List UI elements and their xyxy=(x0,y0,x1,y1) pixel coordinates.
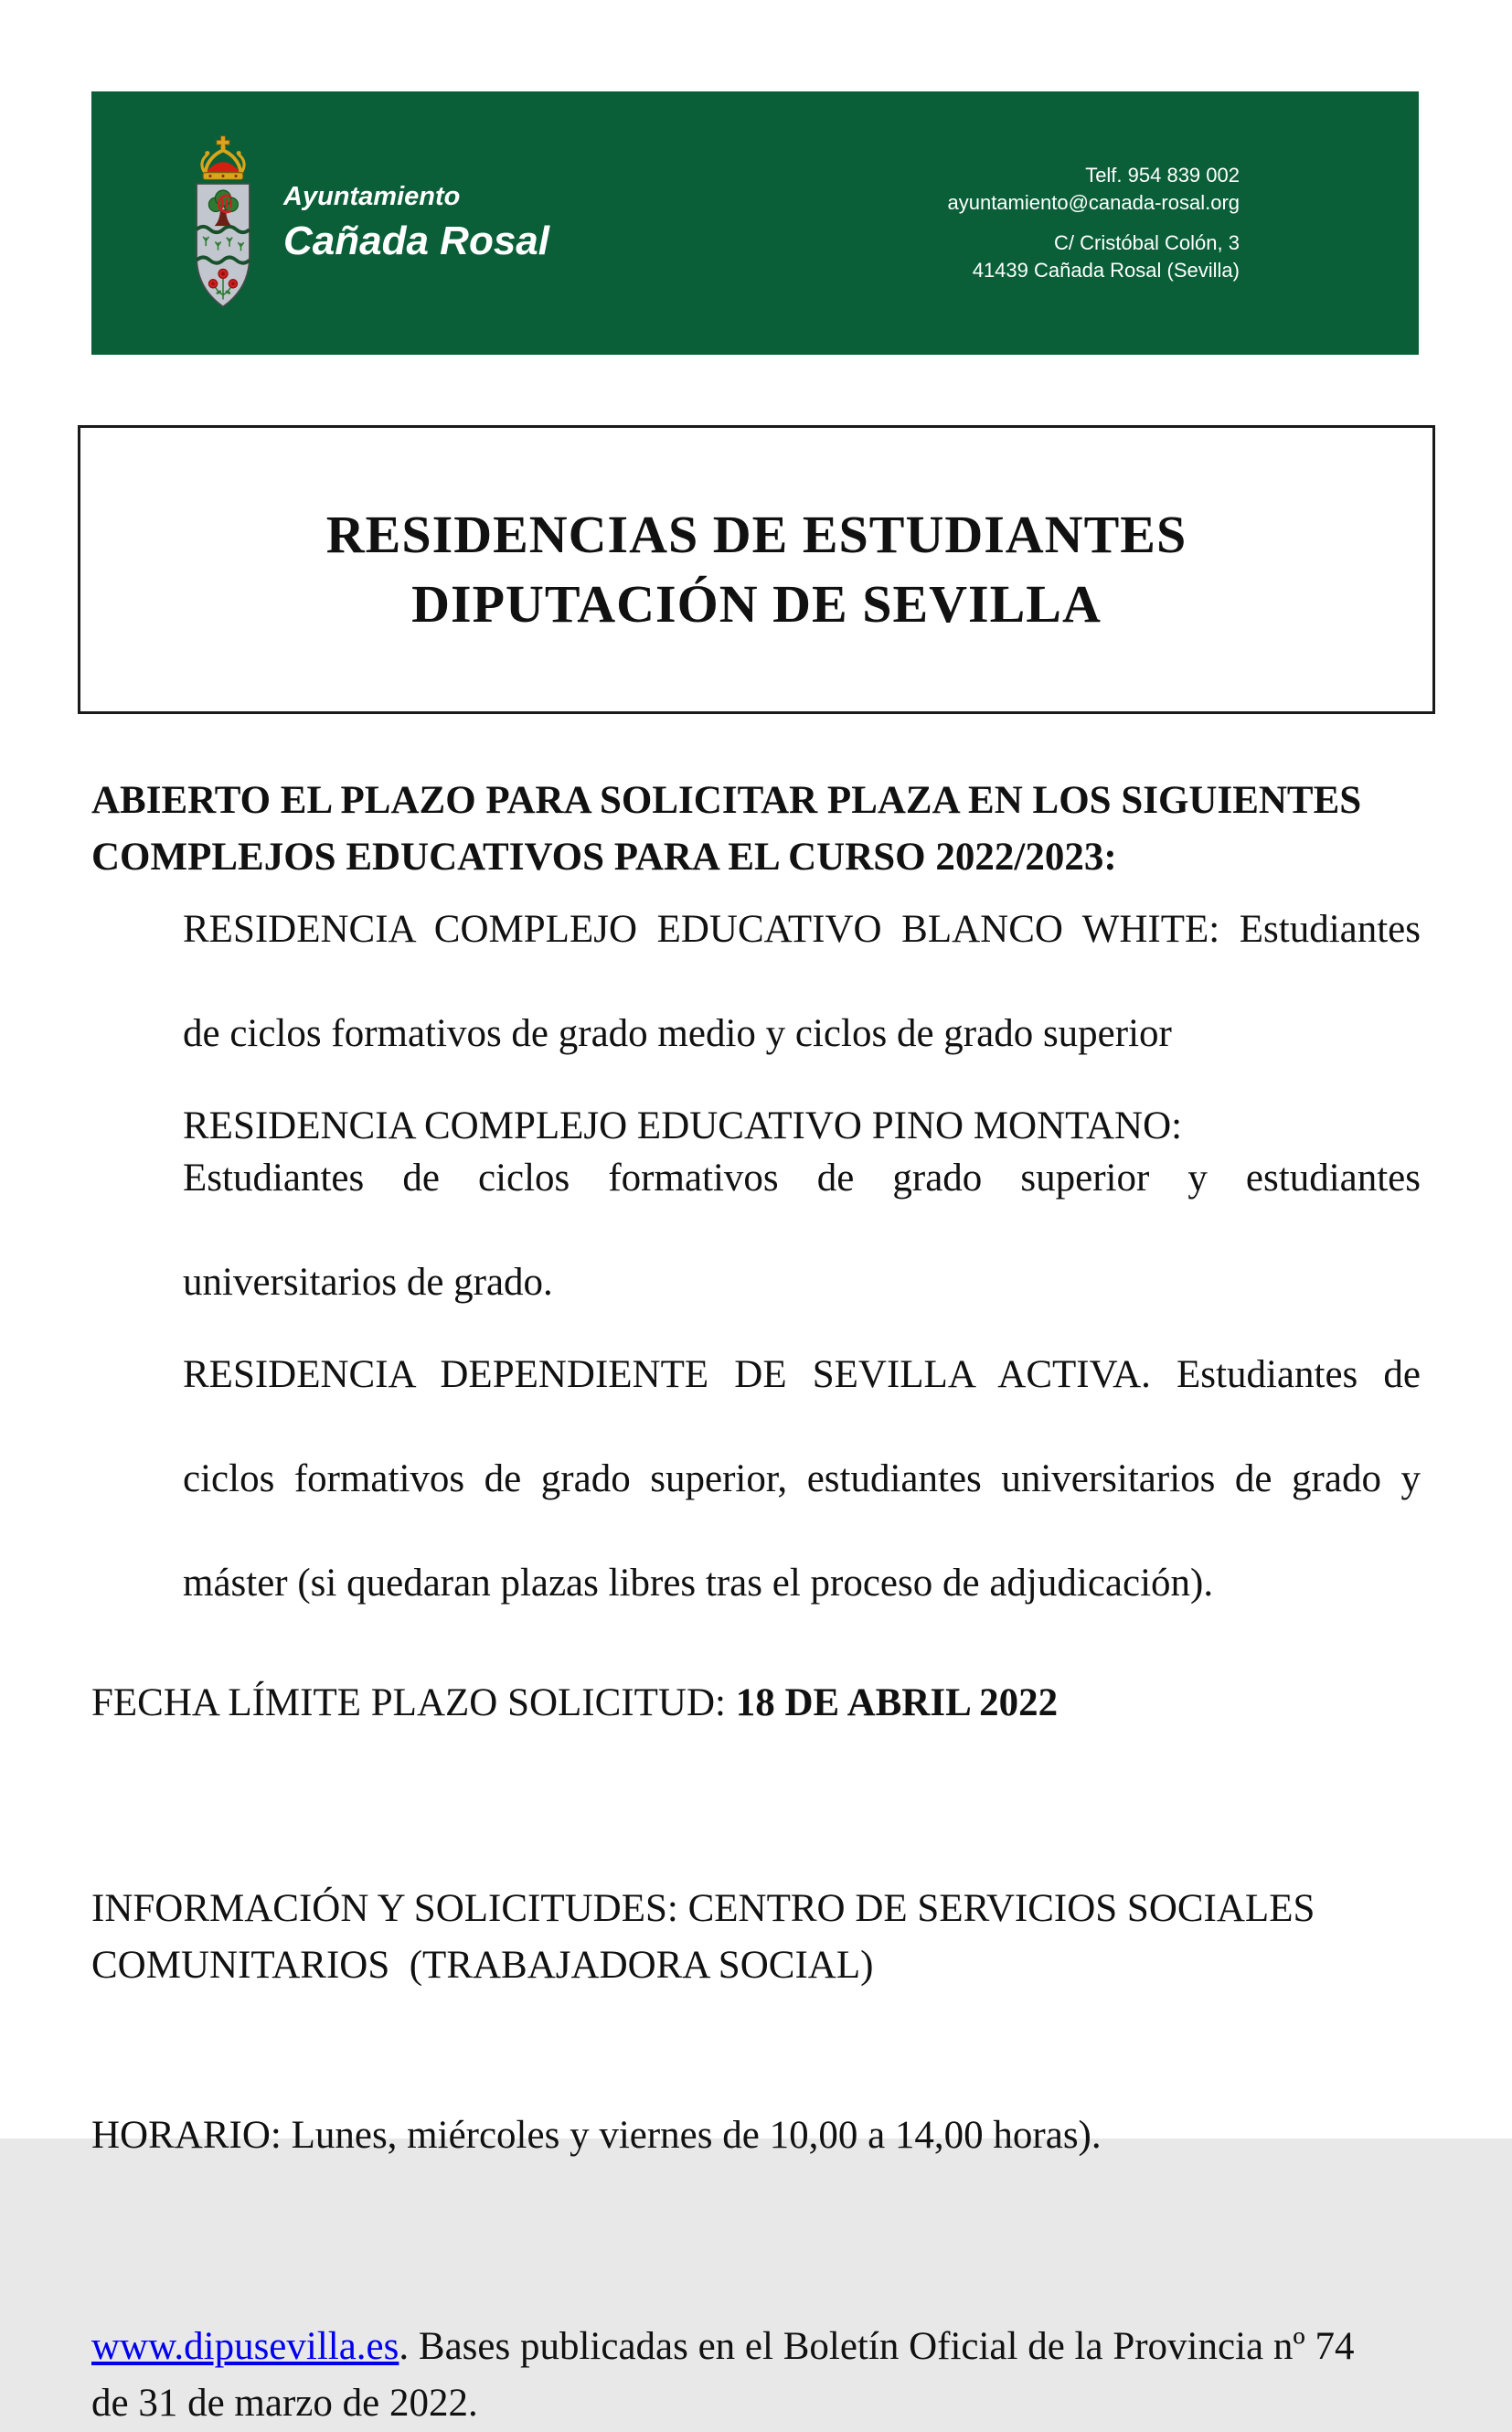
paragraph-line: universitarios de grado. xyxy=(183,1261,553,1304)
brand-block xyxy=(283,181,549,265)
paragraph-line: de ciclos formativos de grado medio y ciclos de grado superior xyxy=(183,1012,1172,1055)
document-body xyxy=(91,773,1421,2432)
brand-ayuntamiento: Ayuntamiento xyxy=(283,182,461,211)
footer-text-line1: . Bases publicadas en el Boletín Oficial de la Provincia nº 74 xyxy=(399,2325,1355,2368)
residencia-pino-montano-paragraph xyxy=(183,1100,1421,1308)
contact-address-line1: C/ Cristóbal Colón, 3 xyxy=(1054,231,1240,254)
residencia-blanco-white-paragraph xyxy=(183,903,1421,1060)
crown-icon xyxy=(202,136,244,180)
paragraph-line: Estudiantes de ciclos formativos de grado superior y estudiantes xyxy=(183,1157,1421,1200)
deadline-label: FECHA LÍMITE PLAZO SOLICITUD: xyxy=(91,1681,736,1724)
contact-address-line2: 41439 Cañada Rosal (Sevilla) xyxy=(972,259,1240,282)
residencia-sevilla-activa-paragraph xyxy=(183,1349,1421,1609)
dipusevilla-link[interactable]: www.dipusevilla.es xyxy=(91,2325,399,2368)
brand-municipality-name: Cañada Rosal xyxy=(283,219,549,263)
header-banner xyxy=(91,91,1419,355)
page-title-line2: DIPUTACIÓN DE SEVILLA xyxy=(411,574,1102,634)
coat-of-arms-icon xyxy=(187,133,259,314)
info-schedule-line: HORARIO: Lunes, miércoles y viernes de 10,00 a 14,00 horas). xyxy=(91,2114,1102,2157)
contact-phone: Telf. 954 839 002 xyxy=(1085,164,1240,187)
contact-email: ayuntamiento@canada-rosal.org xyxy=(947,191,1240,214)
footer-paragraph xyxy=(91,2319,1421,2432)
deadline-line xyxy=(91,1675,1421,1732)
title-box xyxy=(78,425,1435,714)
paragraph-line: ciclos formativos de grado superior, estudiantes universitarios de grado y xyxy=(183,1457,1421,1500)
paragraph-line: RESIDENCIA DEPENDIENTE DE SEVILLA ACTIVA. Estudiantes de xyxy=(183,1353,1421,1396)
deadline-date: 18 DE ABRIL 2022 xyxy=(735,1681,1059,1724)
header-contact-block xyxy=(947,162,1240,284)
info-contact-lines: INFORMACIÓN Y SOLICITUDES: CENTRO DE SERVICIOS SOCIALES COMUNITARIOS (TRABAJADORA SOCIAL) xyxy=(91,1887,1315,1987)
paragraph-line: RESIDENCIA COMPLEJO EDUCATIVO PINO MONTANO: xyxy=(183,1104,1183,1147)
footer-text-line2: de 31 de marzo de 2022. xyxy=(91,2382,478,2425)
paragraph-line: RESIDENCIA COMPLEJO EDUCATIVO BLANCO WHITE: Estudiantes xyxy=(183,908,1421,951)
shield-icon xyxy=(197,184,250,306)
info-block xyxy=(91,1767,1421,2277)
intro-heading: ABIERTO EL PLAZO PARA SOLICITAR PLAZA EN LOS SIGUIENTES COMPLEJOS EDUCATIVOS PARA EL CURSO 2022/2023: xyxy=(91,779,1362,879)
page-title-line1: RESIDENCIAS DE ESTUDIANTES xyxy=(325,505,1187,564)
paragraph-line: máster (si quedaran plazas libres tras el proceso de adjudicación). xyxy=(183,1562,1214,1605)
